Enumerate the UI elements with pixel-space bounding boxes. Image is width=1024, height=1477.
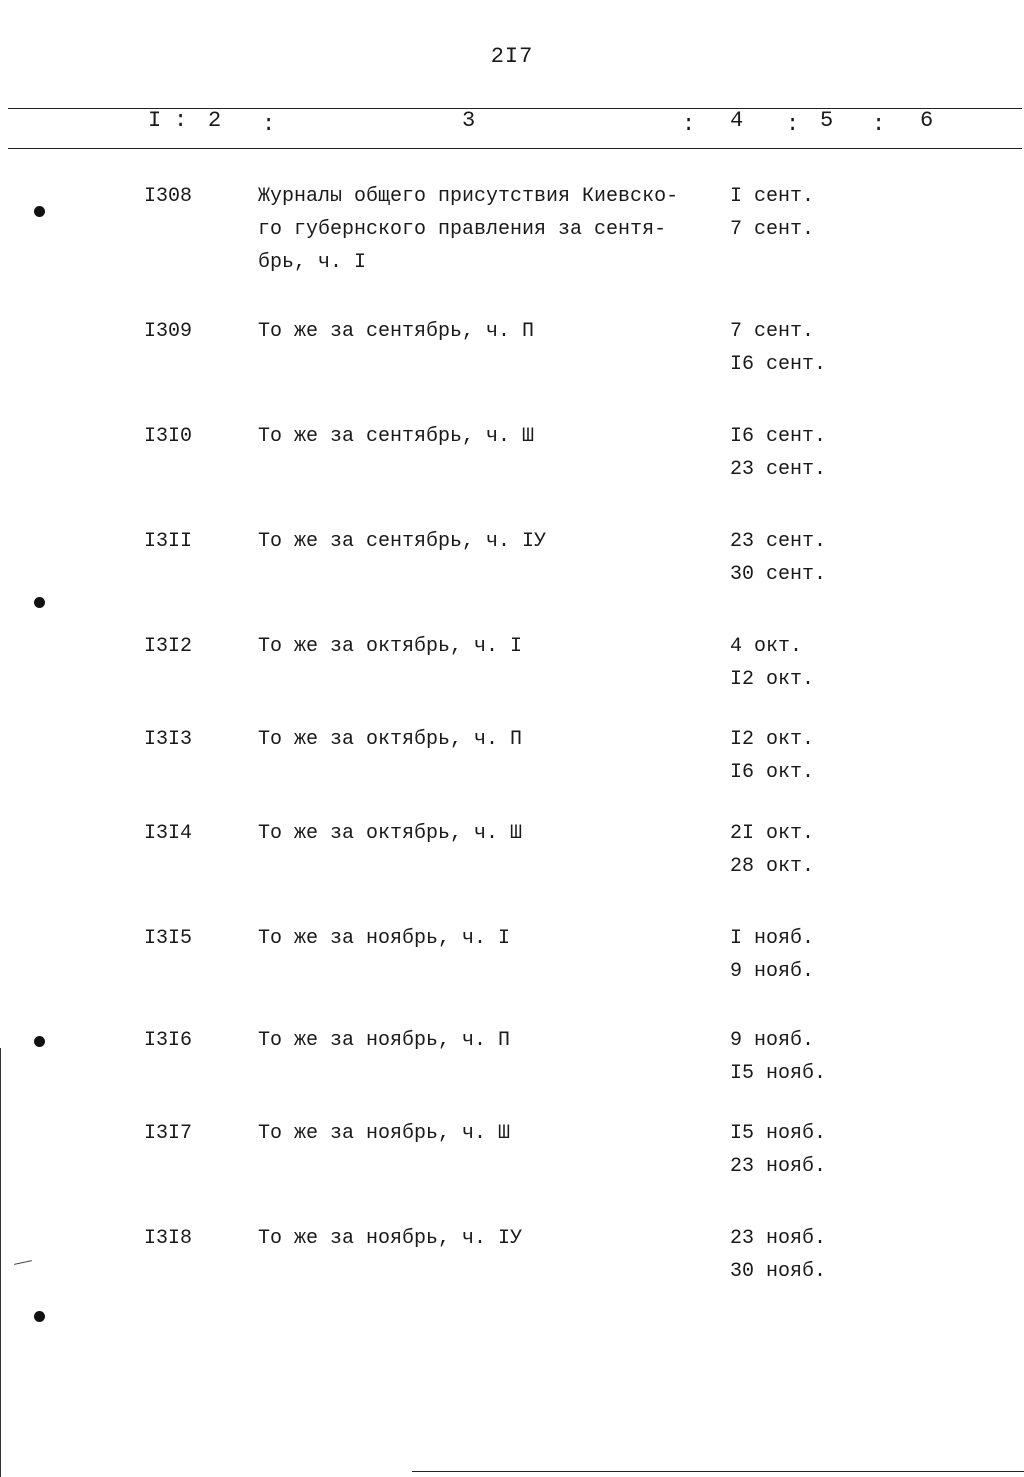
- column-header-6: 6: [920, 108, 934, 133]
- punch-hole: [34, 1036, 45, 1047]
- column-header-2: 2: [208, 108, 222, 133]
- header-bottom-rule: [8, 148, 1022, 149]
- column-header-4: 4: [730, 108, 744, 133]
- row-dates: I2 окт. I6 окт.: [730, 728, 815, 784]
- row-number: I3I4: [144, 822, 193, 845]
- row-dates: I5 нояб. 23 нояб.: [730, 1122, 827, 1178]
- margin-edge-line: [0, 1048, 1, 1477]
- column-header-3: 3: [462, 108, 476, 133]
- punch-hole: [34, 597, 45, 608]
- page-number: 2I7: [490, 44, 534, 69]
- column-header-1: I: [148, 108, 162, 133]
- column-separator: :: [786, 112, 800, 137]
- row-dates: 23 сент. 30 сент.: [730, 530, 827, 586]
- row-dates: 7 сент. I6 сент.: [730, 320, 827, 376]
- row-number: I3II: [144, 530, 193, 553]
- row-number: I3I3: [144, 728, 193, 751]
- row-dates: 9 нояб. I5 нояб.: [730, 1029, 827, 1085]
- row-dates: I6 сент. 23 сент.: [730, 425, 827, 481]
- row-description: То же за октябрь, ч. Ш: [258, 822, 523, 845]
- row-description: Журналы общего присутствия Киевско- го губернского правления за сентя- брь, ч. I: [258, 185, 679, 274]
- row-description: То же за ноябрь, ч. I: [258, 927, 511, 950]
- row-number: I3I2: [144, 635, 193, 658]
- row-number: I308: [144, 185, 193, 208]
- row-description: То же за ноябрь, ч. IУ: [258, 1227, 523, 1250]
- row-description: То же за ноябрь, ч. Ш: [258, 1122, 511, 1145]
- row-number: I3I8: [144, 1227, 193, 1250]
- row-description: То же за сентябрь, ч. Ш: [258, 425, 535, 448]
- column-header-5: 5: [820, 108, 834, 133]
- row-dates: I сент. 7 сент.: [730, 185, 815, 241]
- row-description: То же за сентябрь, ч. IУ: [258, 530, 547, 553]
- column-separator: :: [872, 112, 886, 137]
- row-description: То же за октябрь, ч. П: [258, 728, 523, 751]
- row-description: То же за октябрь, ч. I: [258, 635, 523, 658]
- row-number: I3I0: [144, 425, 193, 448]
- row-number: I309: [144, 320, 193, 343]
- punch-hole: [34, 1311, 45, 1322]
- row-dates: I нояб. 9 нояб.: [730, 927, 815, 983]
- row-description: То же за ноябрь, ч. П: [258, 1029, 511, 1052]
- row-number: I3I6: [144, 1029, 193, 1052]
- row-dates: 4 окт. I2 окт.: [730, 635, 815, 691]
- column-separator: :: [682, 112, 696, 137]
- column-separator: :: [262, 112, 276, 137]
- punch-hole: [34, 206, 45, 217]
- row-dates: 23 нояб. 30 нояб.: [730, 1227, 827, 1283]
- row-number: I3I7: [144, 1122, 193, 1145]
- margin-mark: [14, 1260, 32, 1265]
- row-number: I3I5: [144, 927, 193, 950]
- row-description: То же за сентябрь, ч. П: [258, 320, 535, 343]
- row-dates: 2I окт. 28 окт.: [730, 822, 815, 878]
- bottom-edge-rule: [412, 1471, 1024, 1472]
- column-separator: :: [174, 108, 188, 133]
